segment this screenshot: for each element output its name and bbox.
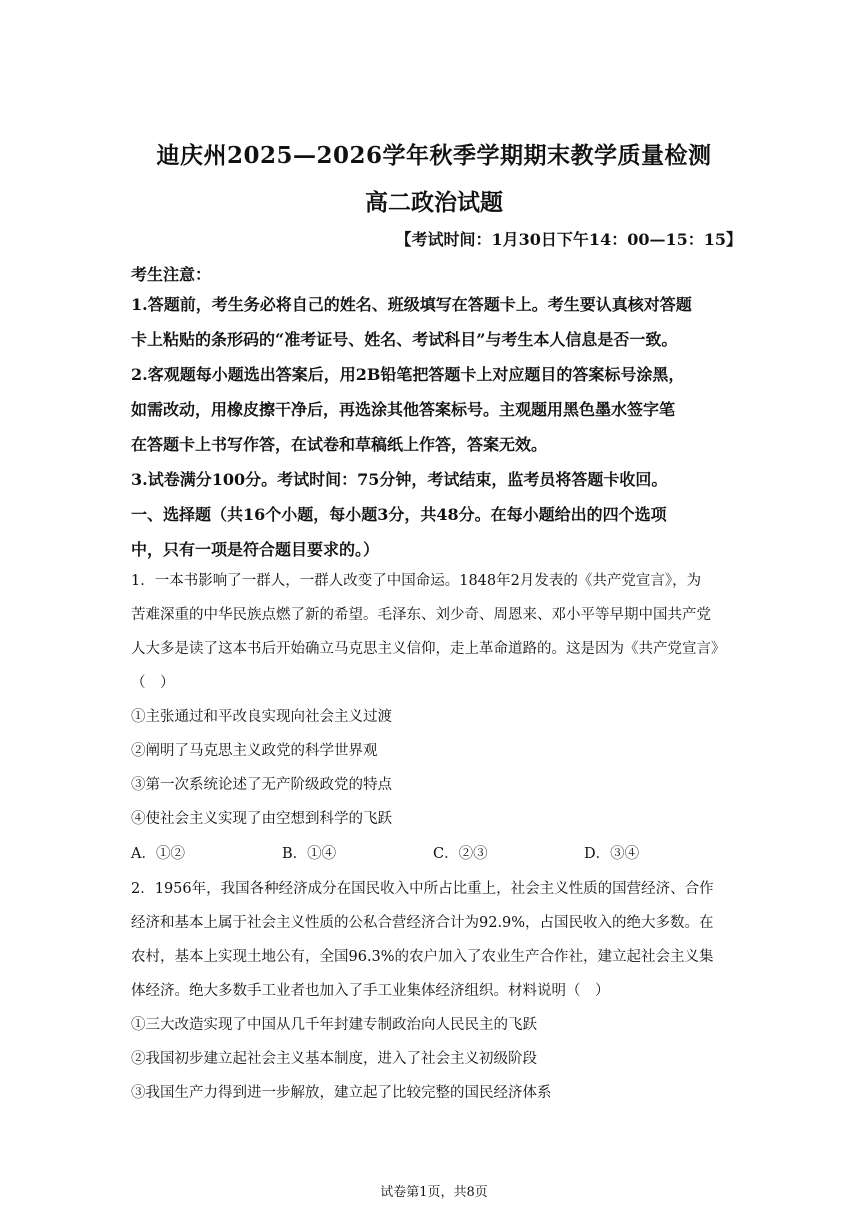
section-heading: 一、选择题（共16个小题，每小题3分，共48分。在每小题给出的四个选项 [131, 505, 667, 524]
answer-blank: （ ） [131, 675, 175, 691]
notice-line: 如需改动，用橡皮擦干净后，再选涂其他答案标号。主观题用黑色墨水签字笔 [131, 400, 676, 419]
question-item: ④使社会主义实现了由空想到科学的飞跃 [131, 811, 392, 827]
question-stem-line: 体经济。绝大多数手工业者也加入了手工业集体经济组织。材料说明（ ） [131, 983, 610, 999]
option-c: C．②③ [433, 846, 488, 862]
question-item: ②我国初步建立起社会主义基本制度，进入了社会主义初级阶段 [131, 1051, 537, 1067]
notice-line: 在答题卡上书写作答，在试卷和草稿纸上作答，答案无效。 [131, 435, 548, 454]
question-stem-line: 1．一本书影响了一群人，一群人改变了中国命运。1848年2月发表的《共产党宣言》，为 [131, 573, 702, 589]
question-stem-line: 经济和基本上属于社会主义性质的公私合营经济合计为92.9%，占国民收入的绝大多数。在 [131, 915, 714, 931]
question-item: ①主张通过和平改良实现向社会主义过渡 [131, 709, 392, 725]
option-b: B．①④ [282, 846, 337, 862]
question-stem-line: 人大多是读了这本书后开始确立马克思主义信仰，走上革命道路的。这是因为《共产党宣言》 [131, 641, 726, 657]
page-footer: 试卷第1页，共8页 [380, 1185, 488, 1200]
notice-line: 3.试卷满分100分。考试时间：75分钟，考试结束，监考员将答题卡收回。 [131, 470, 668, 489]
notice-heading: 考生注意： [131, 265, 212, 284]
question-item: ①三大改造实现了中国从几千年封建专制政治向人民民主的飞跃 [131, 1017, 537, 1033]
question-stem-line: 农村，基本上实现土地公有，全国96.3%的农户加入了农业生产合作社，建立起社会主义集 [131, 949, 714, 965]
question-item: ②阐明了马克思主义政党的科学世界观 [131, 743, 378, 759]
notice-line: 卡上粘贴的条形码的“准考证号、姓名、考试科目”与考生本人信息是否一致。 [131, 330, 678, 349]
exam-time: 【考试时间：1月30日下午14：00—15：15】 [395, 230, 742, 249]
question-item: ③第一次系统论述了无产阶级政党的特点 [131, 777, 392, 793]
notice-line: 1.答题前，考生务必将自己的姓名、班级填写在答题卡上。考生要认真核对答题 [131, 295, 692, 314]
option-a: A．①② [131, 846, 185, 862]
question-item: ③我国生产力得到进一步解放，建立起了比较完整的国民经济体系 [131, 1085, 552, 1101]
exam-subtitle: 高二政治试题 [365, 189, 503, 216]
question-stem-line: 苦难深重的中华民族点燃了新的希望。毛泽东、刘少奇、周恩来、邓小平等早期中国共产党 [131, 607, 711, 623]
question-stem-line: 2．1956年，我国各种经济成分在国民收入中所占比重上，社会主义性质的国营经济、合作 [131, 881, 714, 897]
option-d: D．③④ [584, 846, 640, 862]
exam-title: 迪庆州2025—2026学年秋季学期期末教学质量检测 [156, 142, 712, 169]
section-heading: 中，只有一项是符合题目要求的。） [131, 540, 380, 559]
notice-line: 2.客观题每小题选出答案后，用2B铅笔把答题卡上对应题目的答案标号涂黑， [131, 365, 685, 384]
